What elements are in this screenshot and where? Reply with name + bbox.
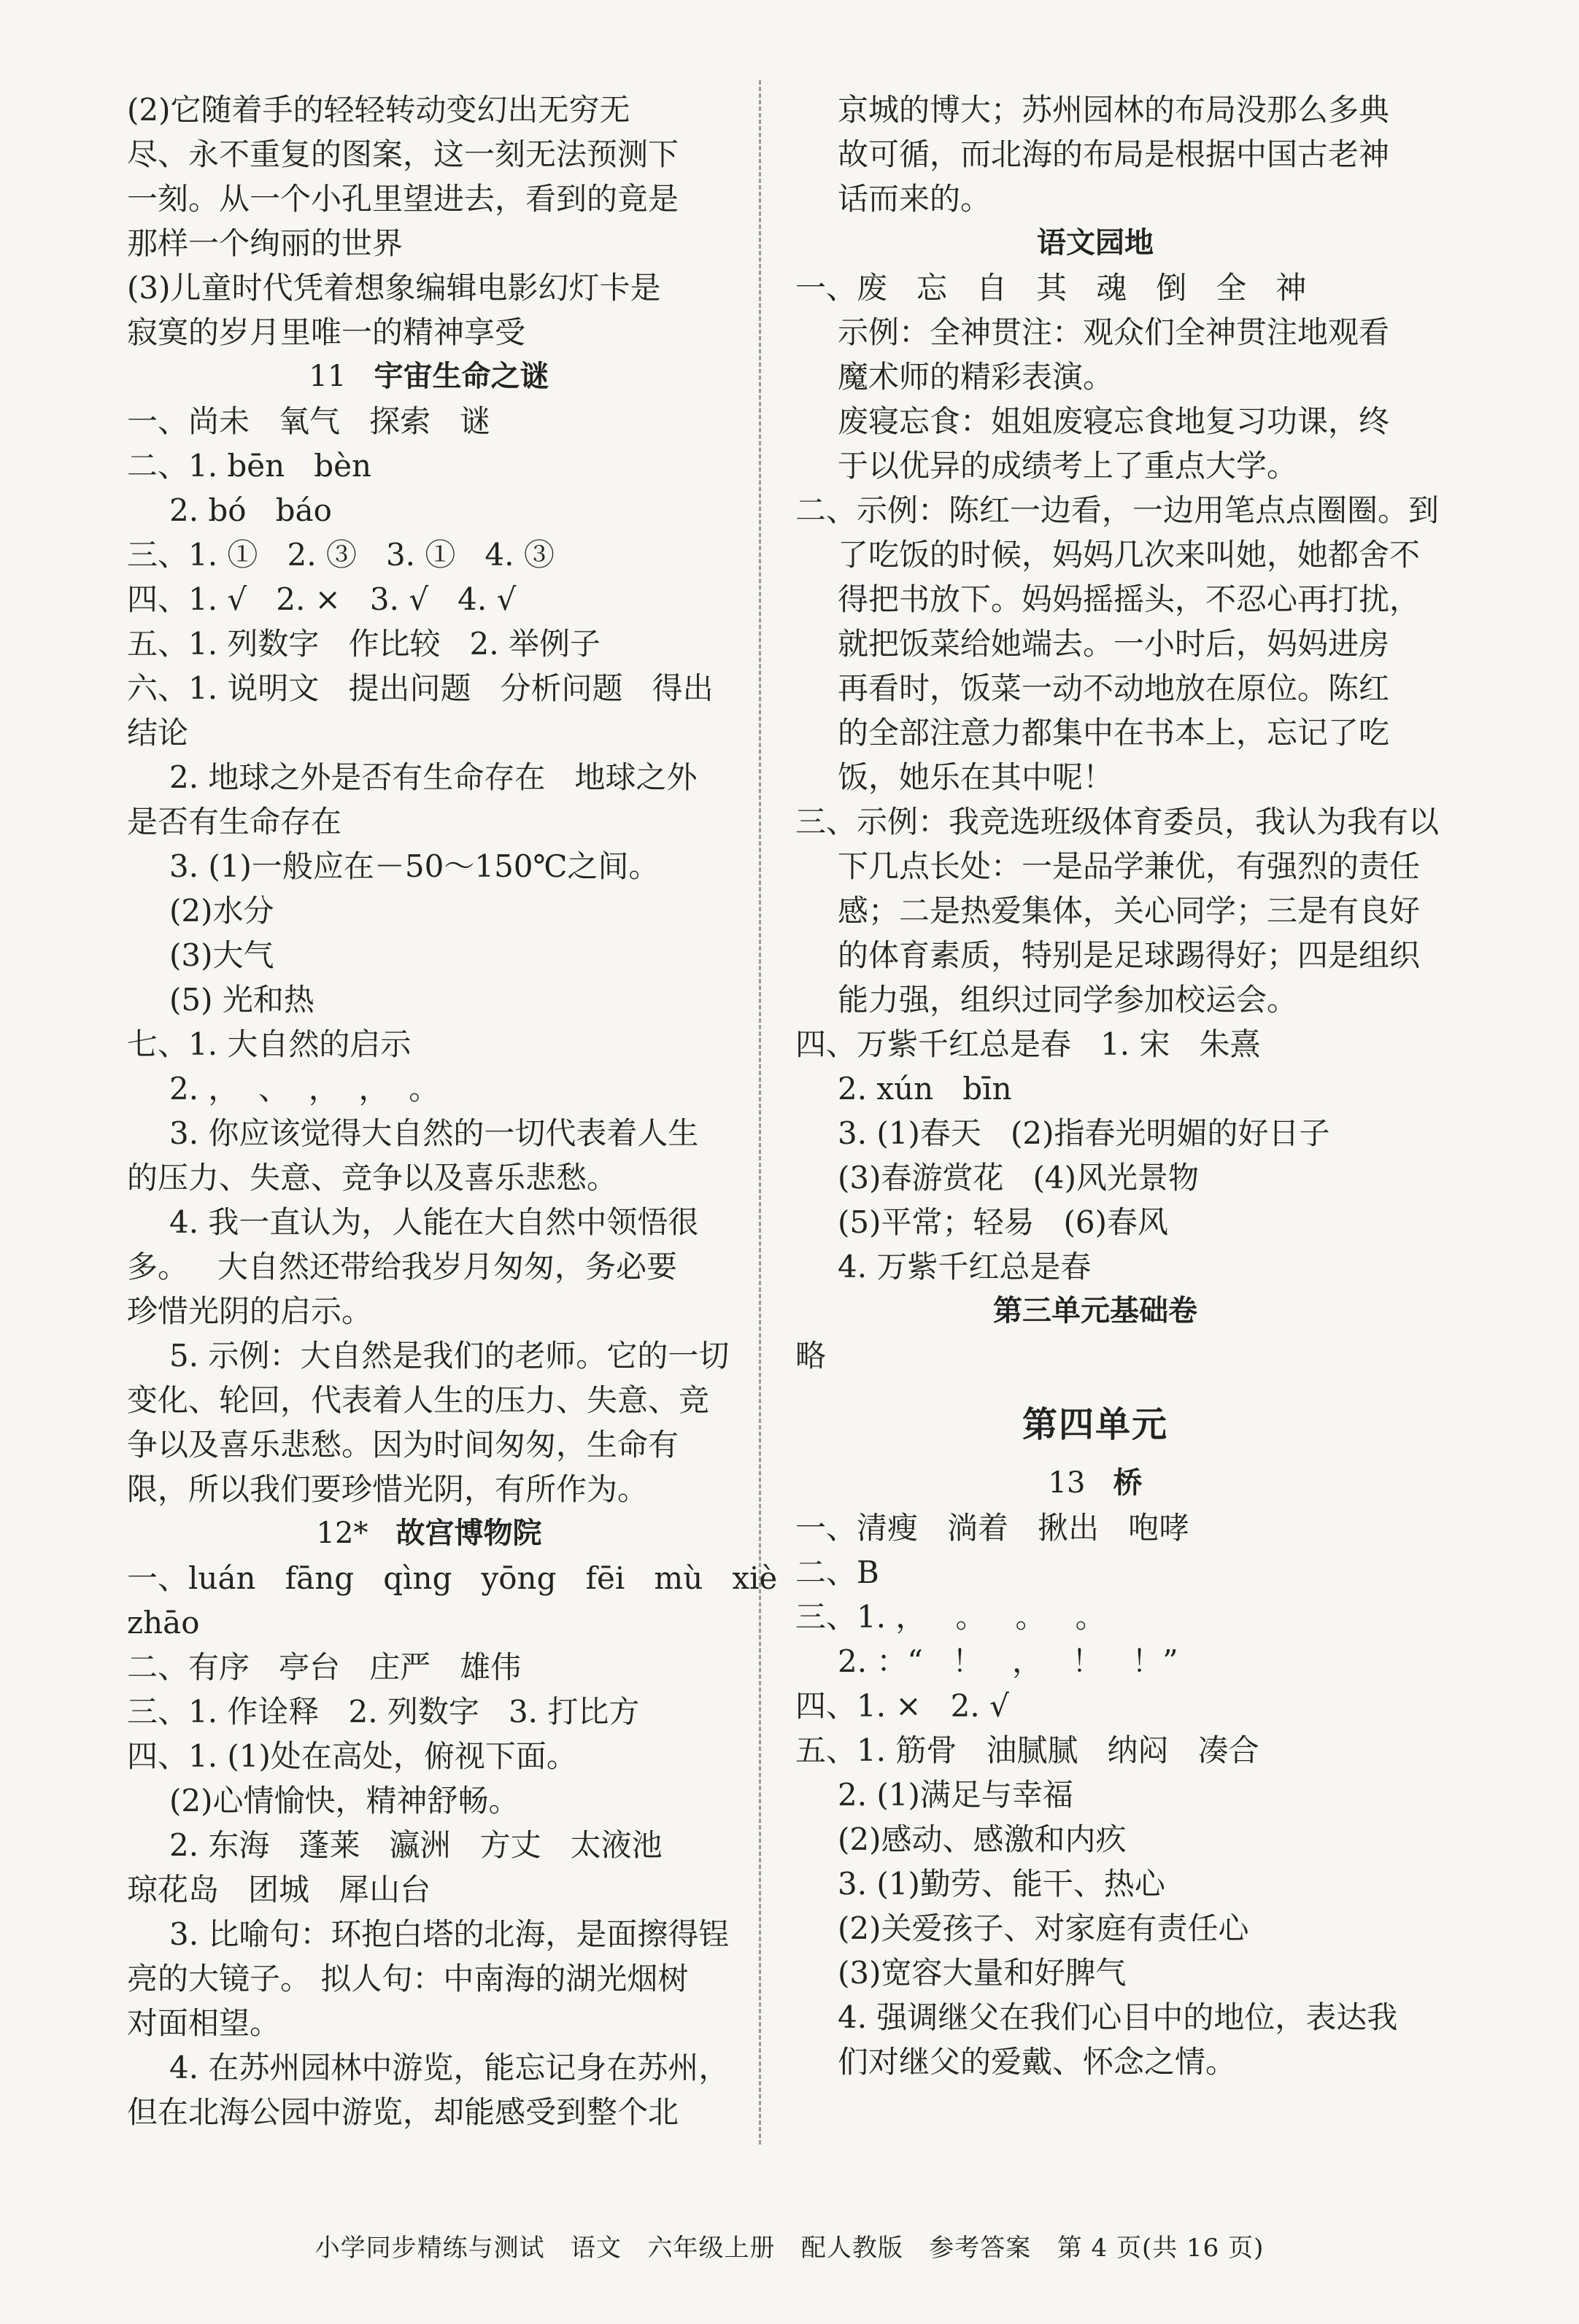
- lesson-number: 11: [309, 360, 347, 393]
- answer-line: 变化、轮回，代表着人生的压力、失意、竞: [127, 1382, 710, 1418]
- answer-line: 珍惜光阴的启示。: [127, 1293, 373, 1329]
- answer-line: 一刻。从一个小孔里望进去，看到的竟是: [127, 181, 679, 217]
- answer-line: 四、1. × 2. √: [795, 1688, 1009, 1724]
- answer-line: 一、清瘦 淌着 揪出 咆哮: [795, 1510, 1190, 1546]
- answer-line: 魔术师的精彩表演。: [838, 359, 1114, 395]
- answer-line: 三、1. ① 2. ③ 3. ① 4. ③: [127, 537, 555, 573]
- section-title: 故宫博物院: [395, 1517, 542, 1550]
- section-heading: [124, 1511, 734, 1556]
- answer-line: 5. 示例：大自然是我们的老师。它的一切: [169, 1338, 730, 1374]
- answer-line: 3. (1)勤劳、能干、热心: [838, 1866, 1165, 1902]
- section-heading: [792, 1289, 1398, 1333]
- answer-line: 话而来的。: [838, 181, 992, 217]
- answer-line: 2. ：“ ！ ， ！ ！”: [838, 1643, 1178, 1679]
- lesson-number: 13: [1048, 1466, 1086, 1500]
- answer-line: 二、1. bēn bèn: [127, 448, 372, 484]
- answer-line: 七、1. 大自然的启示: [127, 1026, 412, 1062]
- answer-line: (2)感动、感激和内疚: [838, 1821, 1127, 1857]
- answer-line: 四、万紫千红总是春 1. 宋 朱熹: [795, 1026, 1261, 1062]
- answer-line: (2)它随着手的轻轻转动变幻出无穷无: [127, 92, 630, 128]
- answer-line: 2. xún bīn: [838, 1071, 1012, 1107]
- section-heading: [124, 355, 734, 399]
- answer-line: 再看时，饭菜一动不动地放在原位。陈红: [838, 670, 1390, 706]
- answer-line: (2)水分: [169, 893, 274, 929]
- answer-line: 五、1. 筋骨 油腻腻 纳闷 凑合: [795, 1732, 1259, 1768]
- answer-line: 二、有序 亭台 庄严 雄伟: [127, 1649, 522, 1685]
- answer-line: 三、1. 作诠释 2. 列数字 3. 打比方: [127, 1694, 640, 1730]
- answer-line: 于以优异的成绩考上了重点大学。: [838, 448, 1298, 484]
- answer-line: 3. (1)春天 (2)指春光明媚的好日子: [838, 1115, 1330, 1151]
- answer-line: 三、1. ， 。 。 。: [795, 1599, 1106, 1635]
- answer-line: 四、1. √ 2. × 3. √ 4. √: [127, 581, 517, 617]
- answer-line: 四、1. (1)处在高处，俯视下面。: [127, 1738, 577, 1774]
- answer-line: 4. 强调继父在我们心目中的地位，表达我: [838, 1999, 1398, 2035]
- answer-line: 多。 大自然还带给我岁月匆匆，务必要: [127, 1249, 678, 1285]
- answer-line: 得把书放下。妈妈摇摇头，不忍心再打扰，: [838, 581, 1421, 617]
- answer-line: 2. 地球之外是否有生命存在 地球之外: [169, 759, 698, 795]
- answer-line: zhāo: [127, 1605, 200, 1641]
- answer-line: 京城的博大；苏州园林的布局没那么多典: [838, 92, 1390, 128]
- answer-line: 3. 你应该觉得大自然的一切代表着人生: [169, 1115, 699, 1151]
- section-title: 语文园地: [1037, 226, 1154, 260]
- answer-line: (3)大气: [169, 937, 274, 973]
- page-footer: 小学同步精练与测试 语文 六年级上册 配人教版 参考答案 第 4 页(共 16 页): [314, 2234, 1265, 2263]
- answer-line: 但在北海公园中游览，却能感受到整个北: [127, 2094, 679, 2130]
- answer-line: 那样一个绚丽的世界: [127, 225, 404, 261]
- answer-line: 能力强，组织过同学参加校运会。: [838, 982, 1298, 1018]
- answer-line: 3. (1)一般应在－50～150℃之间。: [169, 848, 660, 884]
- answer-line: 的体育素质，特别是足球踢得好；四是组织: [838, 937, 1421, 973]
- answer-line: 亮的大镜子。 拟人句：中南海的湖光烟树: [127, 1961, 689, 1996]
- answer-line: 六、1. 说明文 提出问题 分析问题 得出: [127, 670, 714, 706]
- answer-line: 4. 在苏州园林中游览，能忘记身在苏州，: [169, 2050, 730, 2085]
- answer-line: 感；二是热爱集体，关心同学；三是有良好: [838, 893, 1421, 929]
- answer-line: (5) 光和热: [169, 982, 314, 1018]
- answer-line: (3)春游赏花 (4)风光景物: [838, 1160, 1200, 1196]
- answer-line: 二、示例：陈红一边看，一边用笔点点圈圈。到: [795, 492, 1440, 528]
- answer-line: 2. 东海 蓬莱 瀛洲 方丈 太液池: [169, 1827, 663, 1863]
- answer-line: 下几点长处：一是品学兼优，有强烈的责任: [838, 848, 1421, 884]
- answer-line: 结论: [127, 715, 189, 751]
- answer-line: 寂寞的岁月里唯一的精神享受: [127, 314, 526, 350]
- answer-line: 3. 比喻句：环抱白塔的北海，是面擦得锃: [169, 1916, 730, 1952]
- answer-line: (3)宽容大量和好脾气: [838, 1955, 1127, 1991]
- answer-line: 的压力、失意、竞争以及喜乐悲愁。: [127, 1160, 618, 1196]
- answer-line: 尽、永不重复的图案，这一刻无法预测下: [127, 136, 679, 172]
- answer-line: (2)关爱孩子、对家庭有责任心: [838, 1910, 1249, 1946]
- answer-line: 略: [795, 1338, 827, 1374]
- answer-line: 五、1. 列数字 作比较 2. 举例子: [127, 626, 601, 662]
- answer-line: 琼花岛 团城 犀山台: [127, 1872, 431, 1907]
- answer-line: 就把饭菜给她端去。一小时后，妈妈进房: [838, 626, 1390, 662]
- unit-heading: 第四单元: [1022, 1404, 1168, 1445]
- answer-line: 一、luán fāng qìng yōng fēi mù xiè: [127, 1560, 778, 1596]
- answer-line: 的全部注意力都集中在书本上，忘记了吃: [838, 715, 1390, 751]
- answer-line: 废寝忘食：姐姐废寝忘食地复习功课，终: [838, 403, 1390, 439]
- lesson-number: 12*: [316, 1517, 368, 1550]
- answer-line: 一、尚未 氧气 探索 谜: [127, 403, 491, 439]
- answer-line: 是否有生命存在: [127, 804, 342, 840]
- section-title: 桥: [1113, 1466, 1143, 1500]
- answer-line: 2. (1)满足与幸福: [838, 1777, 1073, 1813]
- answer-line: 4. 万紫千红总是春: [838, 1249, 1092, 1285]
- answer-line: 对面相望。: [127, 2005, 281, 2041]
- answer-line: 4. 我一直认为，人能在大自然中领悟很: [169, 1204, 699, 1240]
- left-column: [124, 88, 778, 2134]
- answer-line: 示例：全神贯注：观众们全神贯注地观看: [838, 314, 1390, 350]
- answer-line: 们对继父的爱戴、怀念之情。: [838, 2044, 1237, 2080]
- answer-line: (2)心情愉快，精神舒畅。: [169, 1783, 520, 1818]
- answer-line: 二、B: [795, 1554, 879, 1590]
- answer-line: 三、示例：我竞选班级体育委员，我认为我有以: [795, 804, 1440, 840]
- column-divider: [759, 80, 761, 2145]
- answer-line: 2. bó báo: [169, 492, 332, 528]
- answer-line: 2. ， 、 ， ， 。: [169, 1071, 440, 1107]
- section-heading: [792, 1461, 1398, 1506]
- answer-line: (5)平常；轻易 (6)春风: [838, 1204, 1169, 1240]
- answer-line: 限，所以我们要珍惜光阴，有所作为。: [127, 1471, 649, 1507]
- answer-line: 争以及喜乐悲愁。因为时间匆匆，生命有: [127, 1427, 679, 1463]
- answer-line: (3)儿童时代凭着想象编辑电影幻灯卡是: [127, 270, 661, 306]
- right-column: [792, 88, 1440, 2084]
- section-title: 宇宙生命之谜: [374, 360, 549, 393]
- answer-line: 饭，她乐在其中呢！: [838, 759, 1114, 795]
- section-heading: [792, 221, 1398, 266]
- answer-line: 一、废 忘 自 其 魂 倒 全 神: [795, 270, 1307, 306]
- section-title: 第三单元基础卷: [993, 1294, 1197, 1328]
- answer-line: 了吃饭的时候，妈妈几次来叫她，她都舍不: [838, 537, 1421, 573]
- answer-line: 故可循，而北海的布局是根据中国古老神: [838, 136, 1390, 172]
